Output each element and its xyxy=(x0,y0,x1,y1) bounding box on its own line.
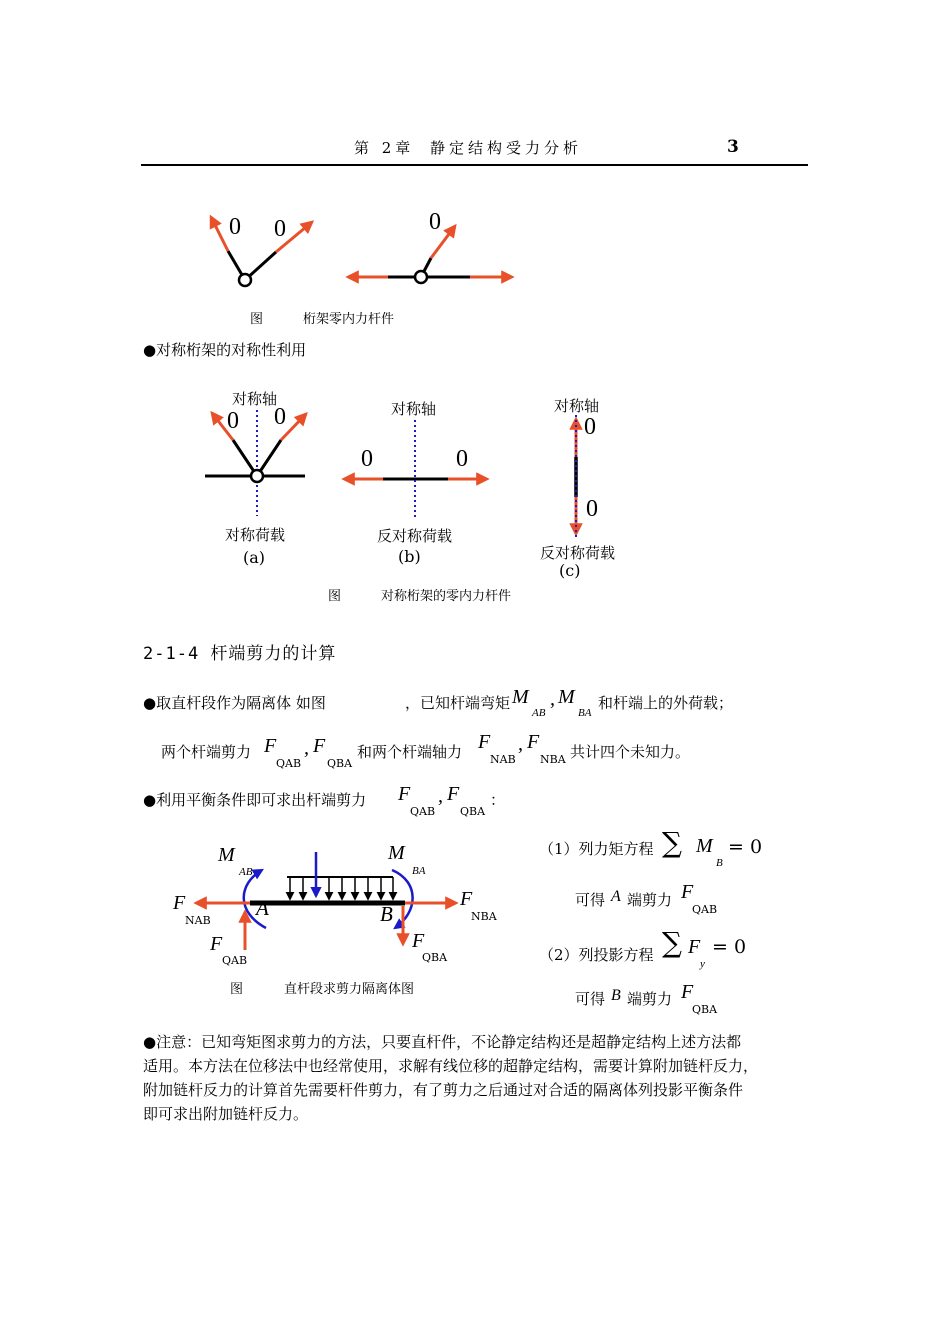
figure-zero-force-members xyxy=(0,0,950,340)
figure-caption-prefix: 图 xyxy=(250,312,264,327)
para-text: 共计四个未知力。 xyxy=(570,743,691,761)
zero-label: 0 xyxy=(274,216,286,242)
note-paragraph xyxy=(143,1030,811,1126)
symmetry-axis-label: 对称轴 xyxy=(391,400,437,418)
figure-caption: 桁架零内力杆件 xyxy=(303,312,395,327)
equation-symbol: M xyxy=(696,835,713,857)
symbol-M: M xyxy=(558,686,575,708)
subscript: NAB xyxy=(185,914,211,927)
zero-label: 0 xyxy=(429,209,441,235)
figure-caption: 对称桁架的零内力杆件 xyxy=(381,589,512,604)
running-header-title: 静定结构受力分析 xyxy=(430,139,583,157)
comma: , xyxy=(550,688,555,710)
subscript: QAB xyxy=(692,903,718,916)
paragraph-line xyxy=(405,690,510,716)
label-A: A xyxy=(256,896,269,920)
symmetry-axis-label: 对称轴 xyxy=(232,390,278,408)
label-F: F xyxy=(412,930,425,952)
distributed-load xyxy=(290,877,393,899)
subfigure-tag: (b) xyxy=(398,547,421,566)
result-text: 端剪力 xyxy=(627,990,673,1008)
symbol-M: M xyxy=(512,686,529,708)
comma: , xyxy=(438,785,443,807)
figure-caption: 直杆段求剪力隔离体图 xyxy=(284,982,415,997)
load-type-label: 对称荷载 xyxy=(225,526,286,544)
result-text: 可得 xyxy=(575,891,606,909)
figure-caption-prefix: 图 xyxy=(328,589,342,604)
symbol-F: F xyxy=(264,735,277,757)
symbol-F: F xyxy=(398,783,411,805)
force-arrow xyxy=(211,217,228,251)
result-letter: B xyxy=(611,987,621,1004)
zero-label: 0 xyxy=(227,408,239,434)
comma: , xyxy=(304,737,309,759)
equation-symbol: F xyxy=(688,936,701,958)
para-text: ●取直杆段作为隔离体 如图 xyxy=(143,694,326,712)
note-line: ●注意：已知弯矩图求剪力的方法，只要直杆件，不论静定结构还是超静定结构上述方法都 xyxy=(143,1033,742,1051)
subscript: NBA xyxy=(540,753,566,766)
symbol-F: F xyxy=(681,881,694,903)
subscript: AB xyxy=(532,707,546,719)
result-text: 端剪力 xyxy=(627,891,673,909)
symbol-F: F xyxy=(478,731,491,753)
para-text: ●利用平衡条件即可求出杆端剪力 xyxy=(143,791,367,809)
sigma-symbol: ∑ xyxy=(662,926,682,959)
subfigure-tag: (c) xyxy=(559,561,581,580)
para-text: 两个杆端剪力 xyxy=(161,743,252,761)
subscript: QBA xyxy=(422,951,448,964)
subscript: QBA xyxy=(692,1003,718,1016)
equation-label: （1）列力矩方程 xyxy=(539,840,654,858)
label-F: F xyxy=(210,933,223,955)
load-type-label: 反对称荷载 xyxy=(540,544,616,562)
result-letter: A xyxy=(611,888,621,905)
note-line: 附加链杆反力的计算首先需要杆件剪力，有了剪力之后通过对合适的隔离体列投影平衡条件 xyxy=(143,1081,744,1099)
bullet-heading: ●对称桁架的对称性利用 xyxy=(143,341,307,359)
load-type-label: 反对称荷载 xyxy=(377,527,453,545)
subscript: QBA xyxy=(460,805,486,818)
para-text: 和两个杆端轴力 xyxy=(357,743,463,761)
symbol-F: F xyxy=(527,731,540,753)
equation-rhs: = 0 xyxy=(712,936,747,958)
subscript: y xyxy=(700,958,705,970)
subfigure-tag: (a) xyxy=(243,548,266,567)
figure-symmetric-truss xyxy=(0,370,950,590)
truss-joint xyxy=(239,274,251,286)
equation-rhs: = 0 xyxy=(728,836,763,858)
figure-caption-prefix: 图 xyxy=(230,982,244,997)
symmetry-axis-label: 对称轴 xyxy=(554,397,600,415)
subscript: AB xyxy=(239,866,253,878)
label-M: M xyxy=(388,842,405,864)
subscript: B xyxy=(716,857,723,869)
symbol-F: F xyxy=(313,735,326,757)
label-B: B xyxy=(380,902,393,926)
zero-label: 0 xyxy=(274,404,286,430)
subscript: QAB xyxy=(410,805,436,818)
sigma-symbol: ∑ xyxy=(662,826,682,859)
subscript: NBA xyxy=(471,910,497,923)
truss-joint xyxy=(415,271,427,283)
para-text: ： xyxy=(490,791,506,809)
result-text: 可得 xyxy=(575,990,606,1008)
page-number: 3 xyxy=(727,137,739,157)
symbol-F: F xyxy=(681,981,694,1003)
zero-label: 0 xyxy=(586,496,598,522)
equation-label: （2）列投影方程 xyxy=(539,946,654,964)
subscript: QBA xyxy=(327,757,353,770)
comma: , xyxy=(518,733,523,755)
subscript: QAB xyxy=(222,954,248,967)
zero-label: 0 xyxy=(584,414,596,440)
symbol-F: F xyxy=(447,783,460,805)
subscript: NAB xyxy=(490,753,516,766)
subscript: BA xyxy=(412,865,426,877)
paragraph-line xyxy=(143,690,326,716)
zero-label: 0 xyxy=(361,446,373,472)
para-text: 和杆端上的外荷载； xyxy=(598,694,734,712)
truss-joint xyxy=(251,470,263,482)
label-M: M xyxy=(218,844,235,866)
label-F: F xyxy=(173,892,186,914)
label-F: F xyxy=(460,888,473,910)
note-line: 适用。本方法在位移法中也经常使用，求解有线位移的超静定结构，需要计算附加链杆反力， xyxy=(143,1057,759,1075)
zero-label: 0 xyxy=(229,214,241,240)
note-line: 即可求出附加链杆反力。 xyxy=(143,1105,309,1123)
section-heading: 2-1-4 杆端剪力的计算 xyxy=(143,644,337,664)
subscript: QAB xyxy=(276,757,302,770)
zero-label: 0 xyxy=(456,446,468,472)
subscript: BA xyxy=(578,707,592,719)
para-text: ，已知杆端弯矩 xyxy=(405,694,511,712)
running-header-chapter: 第 2章 xyxy=(354,139,415,157)
